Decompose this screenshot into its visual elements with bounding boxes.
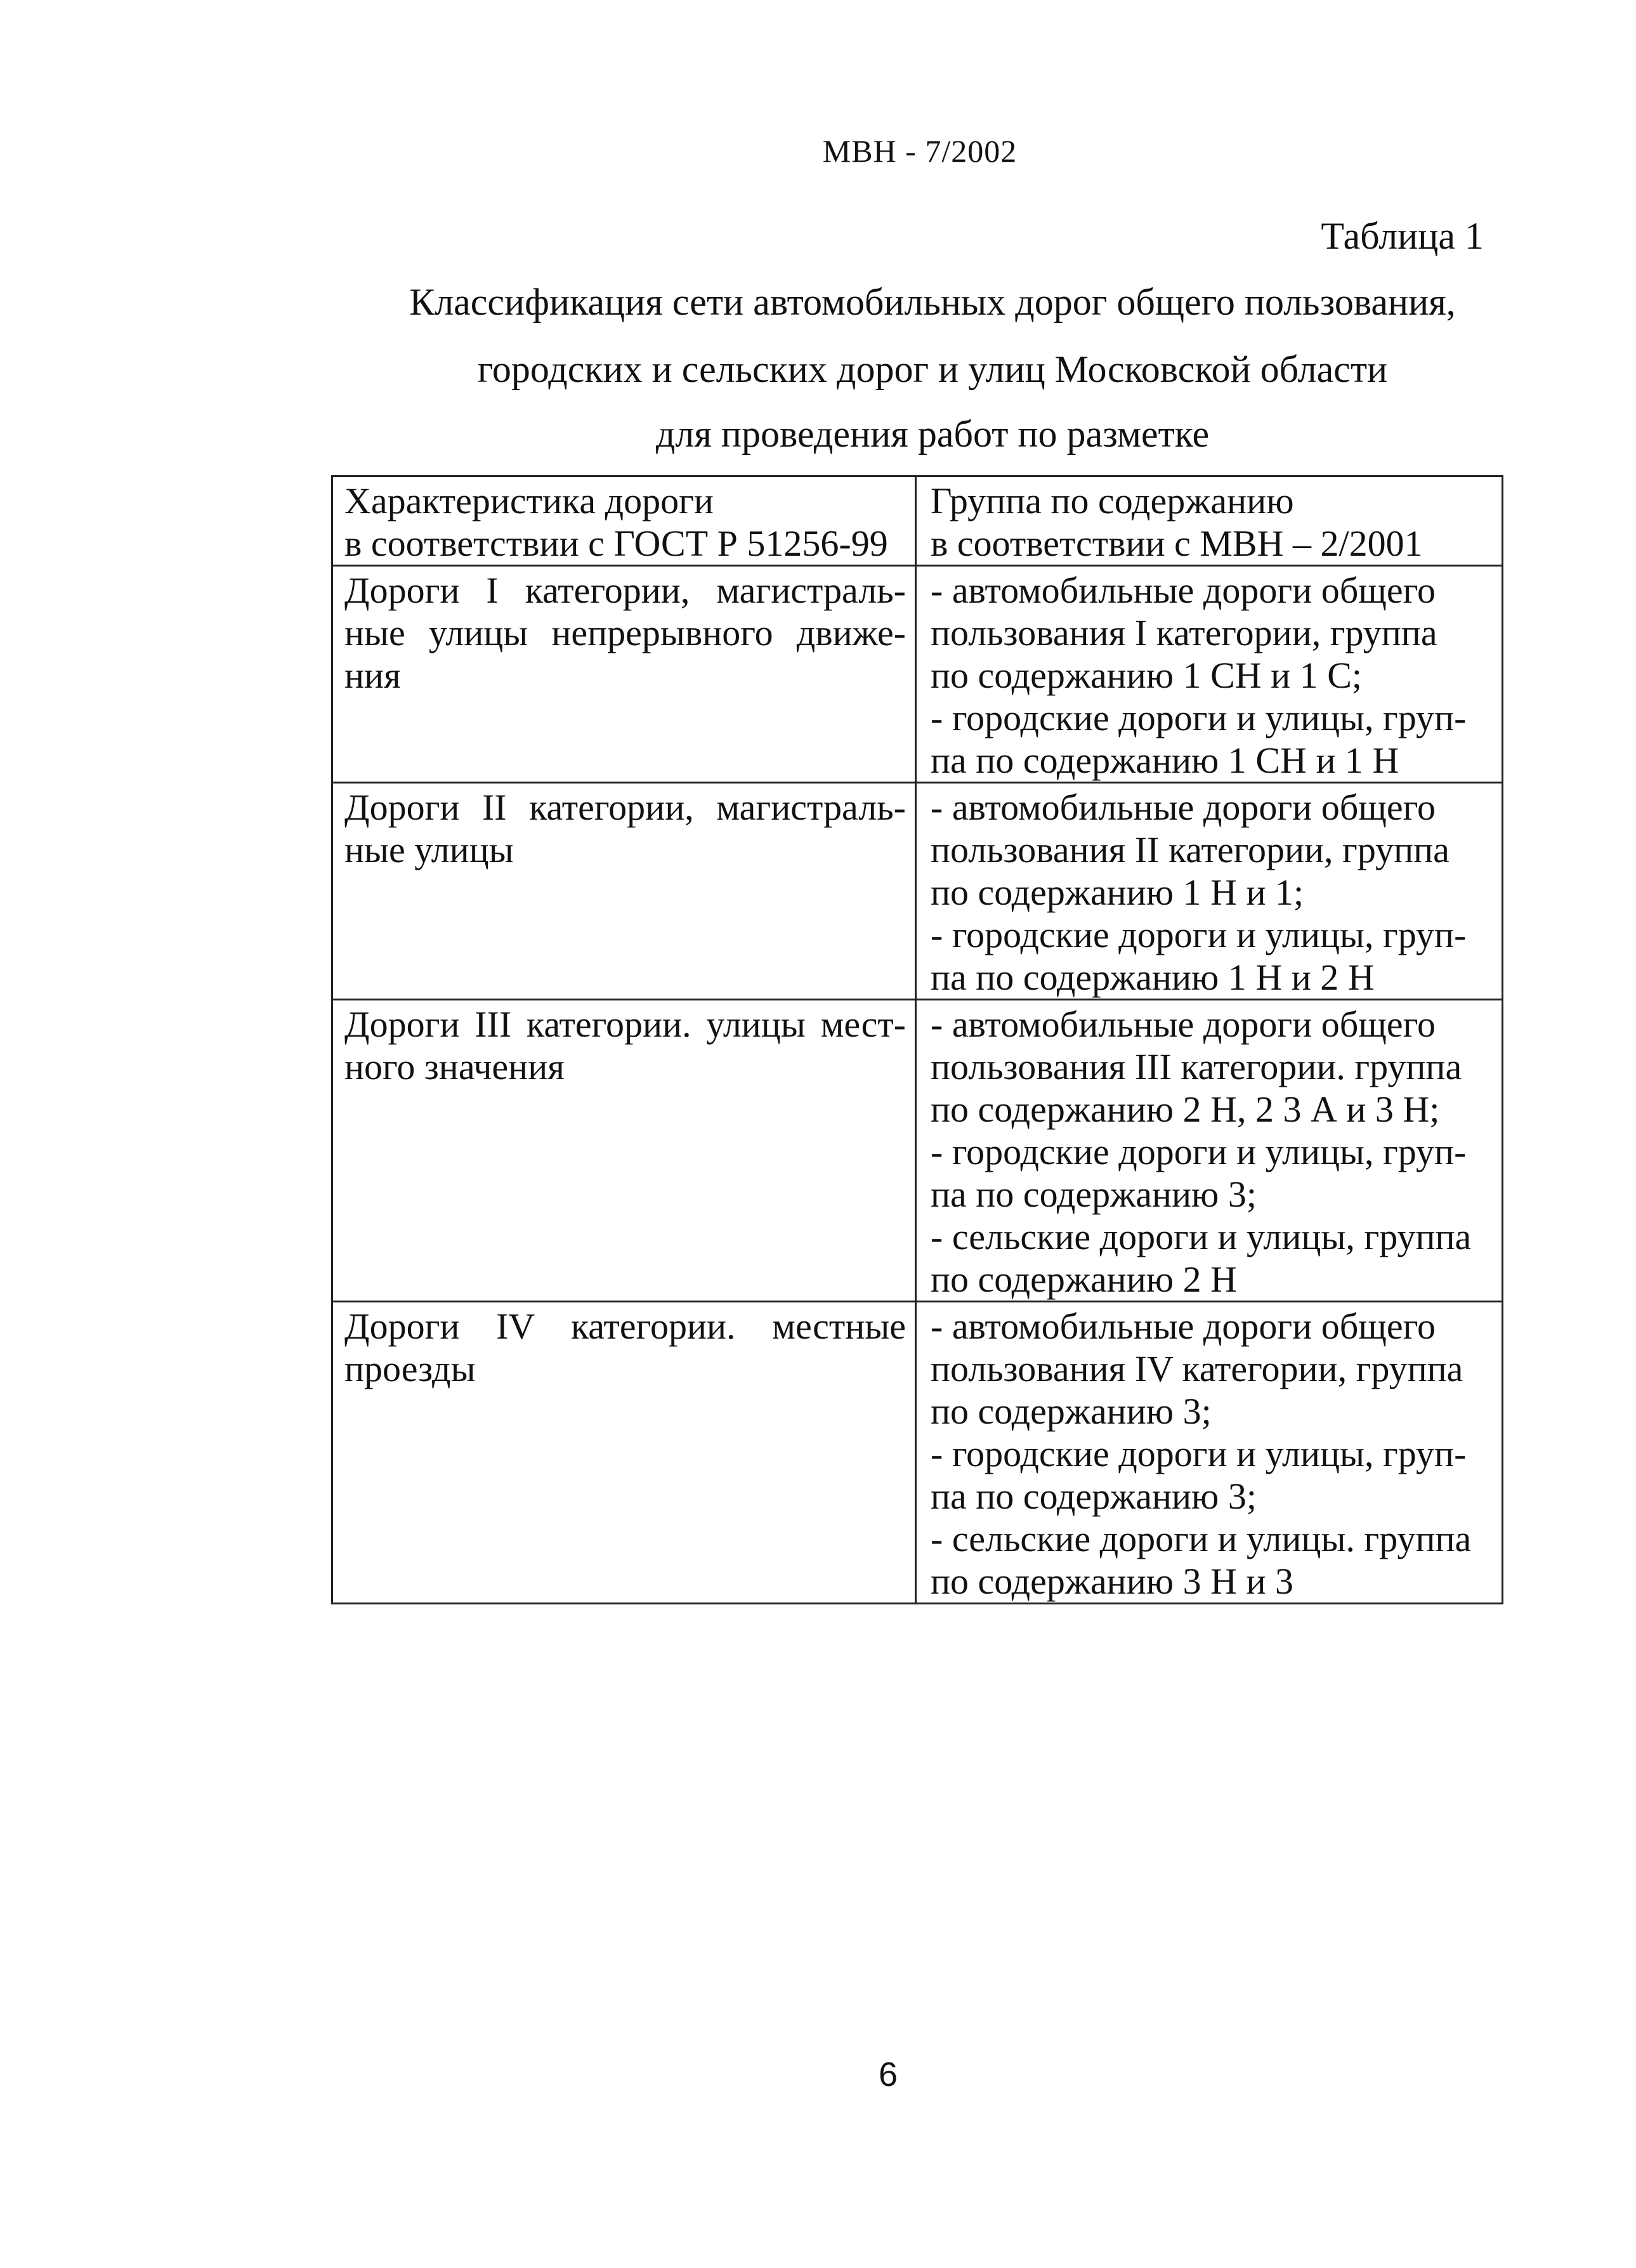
header-col2-line: Группа по содержанию: [931, 480, 1294, 521]
maintenance-group-cell: [916, 783, 1503, 1000]
group-line: по содержанию 3;: [931, 1391, 1212, 1432]
header-col1-line: Характеристика дороги: [344, 480, 714, 521]
table-row: [332, 783, 1503, 1000]
category-line: проезды: [344, 1348, 476, 1389]
group-line: по содержанию 1 СН и 1 С;: [931, 655, 1362, 696]
group-line: пользования III категории. группа: [931, 1046, 1462, 1087]
group-line: пользования IV категории, группа: [931, 1348, 1463, 1389]
category-line: Дороги II категории, магистраль-: [344, 787, 906, 828]
group-line: па по содержанию 3;: [931, 1174, 1257, 1215]
group-line: па по содержанию 1 Н и 2 Н: [931, 957, 1375, 998]
header-col2-line: в соответствии с МВН – 2/2001: [931, 523, 1423, 564]
maintenance-group-cell: [916, 1000, 1503, 1302]
header-cell-maintenance-group: [916, 476, 1503, 566]
category-line: ные улицы непрерывного движе-: [344, 612, 906, 653]
group-line: - городские дороги и улицы, груп-: [931, 1131, 1467, 1172]
road-category-cell: [332, 1000, 916, 1302]
road-classification-table: [331, 475, 1503, 1604]
group-line: - сельские дороги и улицы. группа: [931, 1518, 1472, 1559]
category-line: ния: [344, 655, 401, 696]
group-line: по содержанию 1 Н и 1;: [931, 872, 1304, 913]
category-line: ного значения: [344, 1046, 565, 1087]
group-line: по содержанию 2 Н: [931, 1259, 1237, 1300]
table-row: [332, 566, 1503, 783]
group-line: по содержанию 2 Н, 2 3 А и 3 Н;: [931, 1089, 1440, 1130]
category-line: Дороги IV категории. местные: [344, 1306, 906, 1347]
table-header-row: [332, 476, 1503, 566]
category-line: ные улицы: [344, 829, 514, 870]
table-row: [332, 1302, 1503, 1604]
category-line: Дороги I категории, магистраль-: [344, 570, 906, 611]
group-line: - автомобильные дороги общего: [931, 1306, 1436, 1347]
group-line: - автомобильные дороги общего: [931, 570, 1436, 611]
group-line: по содержанию 3 Н и 3: [931, 1561, 1294, 1602]
group-line: - городские дороги и улицы, груп-: [931, 697, 1467, 738]
table-number-label: Таблица 1: [1321, 215, 1484, 257]
group-line: па по содержанию 3;: [931, 1476, 1257, 1517]
table-caption-line-3: для проведения работ по разметке: [655, 413, 1210, 455]
group-line: - городские дороги и улицы, груп-: [931, 1433, 1467, 1474]
document-code: МВН - 7/2002: [822, 133, 1018, 169]
table-row: [332, 1000, 1503, 1302]
road-category-cell: [332, 1302, 916, 1604]
page-number: 6: [878, 2055, 898, 2094]
maintenance-group-cell: [916, 1302, 1503, 1604]
group-line: - автомобильные дороги общего: [931, 1004, 1436, 1045]
group-line: пользования I категории, группа: [931, 612, 1437, 653]
header-col1-line: в соответствии с ГОСТ Р 51256-99: [344, 523, 888, 564]
table-caption-line-2: городских и сельских дорог и улиц Московской области: [477, 348, 1388, 390]
table-caption-line-1: Классификация сети автомобильных дорог общего пользования,: [409, 281, 1456, 323]
road-category-cell: [332, 783, 916, 1000]
maintenance-group-cell: [916, 566, 1503, 783]
group-line: - городские дороги и улицы, груп-: [931, 914, 1467, 955]
header-cell-road-characteristic: [332, 476, 916, 566]
group-line: па по содержанию 1 СН и 1 Н: [931, 740, 1399, 781]
group-line: - автомобильные дороги общего: [931, 787, 1436, 828]
road-category-cell: [332, 566, 916, 783]
group-line: пользования II категории, группа: [931, 829, 1449, 870]
category-line: Дороги III категории. улицы мест-: [344, 1004, 906, 1045]
group-line: - сельские дороги и улицы, группа: [931, 1216, 1472, 1257]
